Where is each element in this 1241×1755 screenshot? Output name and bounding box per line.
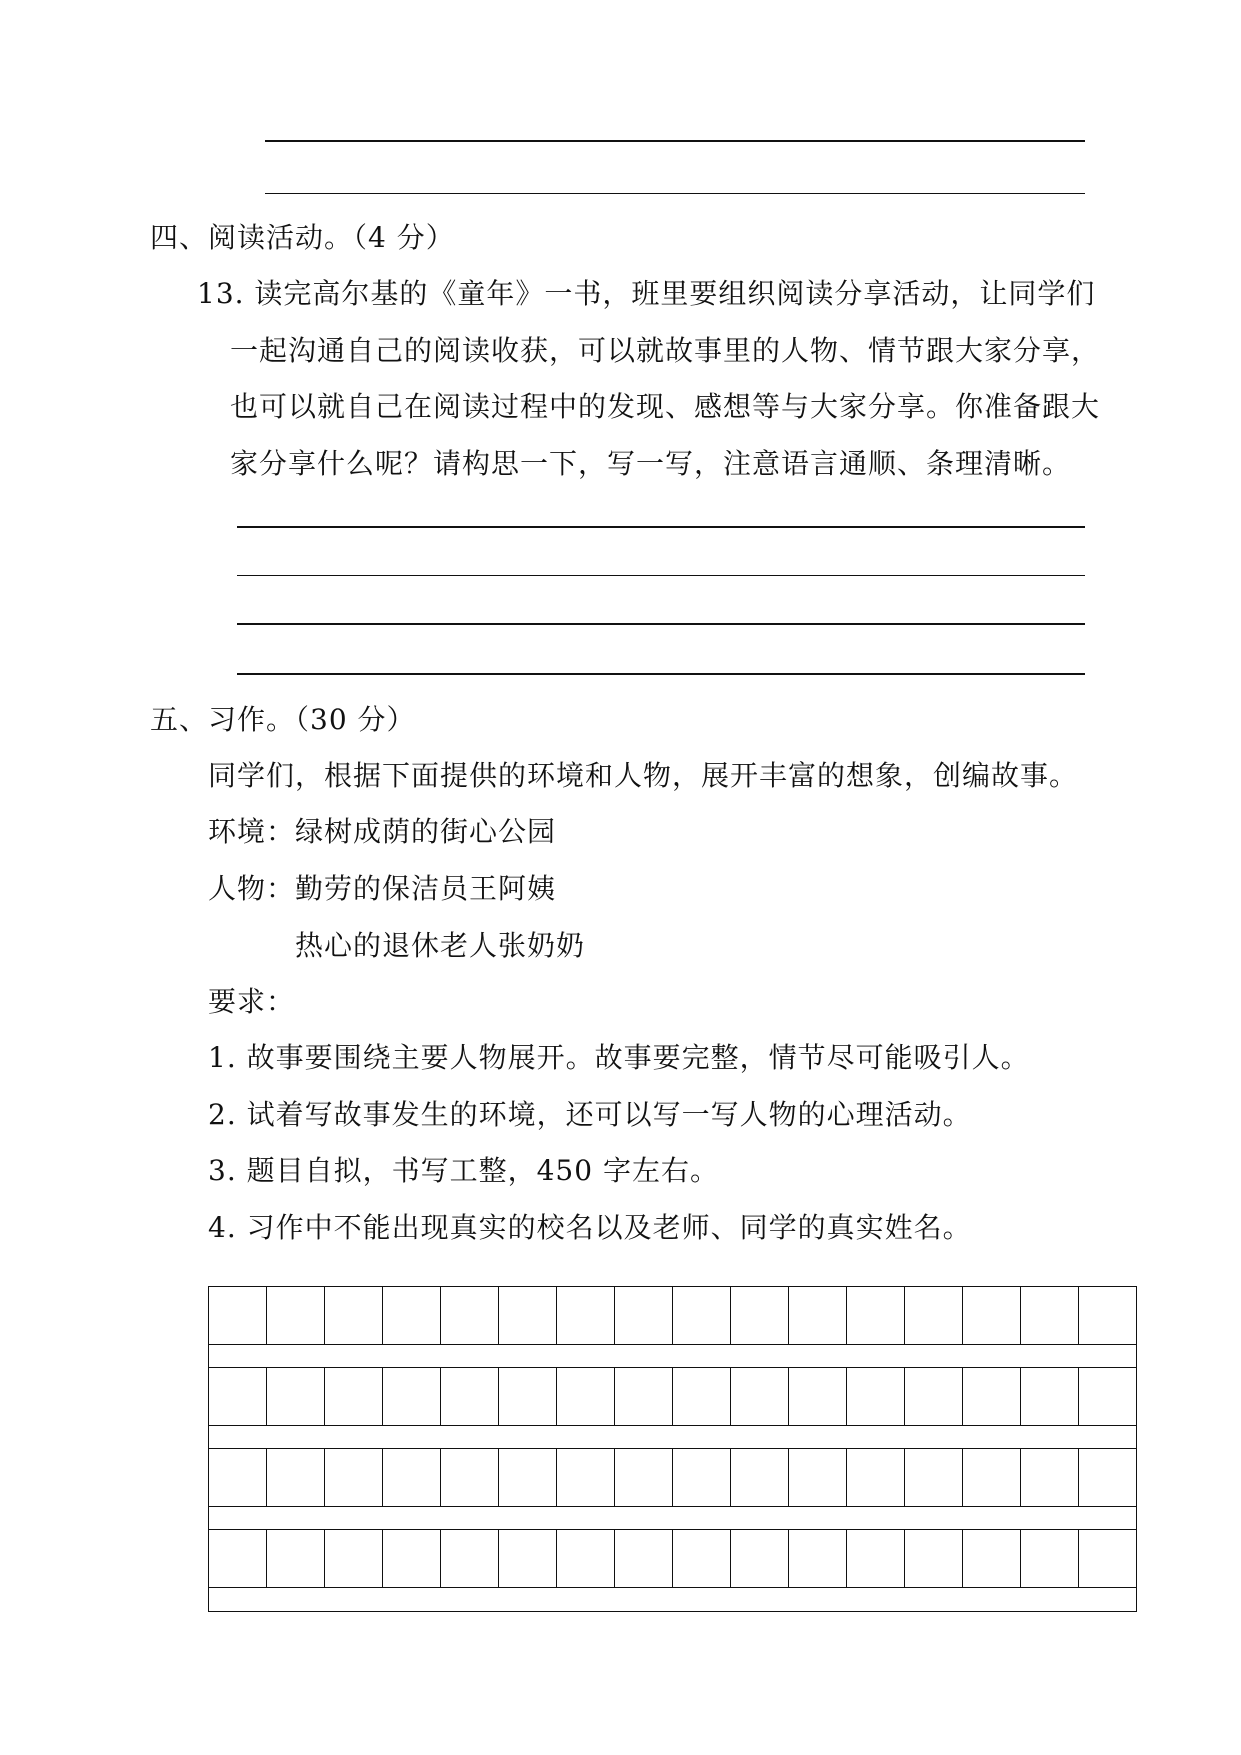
grid-cell[interactable] — [905, 1287, 963, 1344]
grid-cell[interactable] — [731, 1530, 789, 1587]
composition-intro: 同学们，根据下面提供的环境和人物，展开丰富的想象，创编故事。 — [208, 759, 1079, 792]
section-heading-reading-activity: 四、阅读活动。（4 分） — [150, 221, 455, 254]
grid-cell[interactable] — [615, 1449, 673, 1506]
grid-cell[interactable] — [1079, 1530, 1136, 1587]
answer-line[interactable] — [265, 140, 1085, 142]
grid-cell[interactable] — [847, 1368, 905, 1425]
grid-cell[interactable] — [1021, 1530, 1079, 1587]
question-text-line: 也可以就自己在阅读过程中的发现、感想等与大家分享。你准备跟大 — [230, 390, 1101, 423]
grid-cell[interactable] — [673, 1449, 731, 1506]
grid-spacer — [209, 1426, 1136, 1449]
grid-cell[interactable] — [441, 1287, 499, 1344]
grid-cell[interactable] — [615, 1530, 673, 1587]
grid-cell[interactable] — [1079, 1287, 1136, 1344]
composition-characters-second: 热心的退休老人张奶奶 — [295, 929, 586, 962]
grid-cell[interactable] — [731, 1287, 789, 1344]
grid-cell[interactable] — [557, 1368, 615, 1425]
grid-cell[interactable] — [499, 1368, 557, 1425]
grid-cell[interactable] — [499, 1287, 557, 1344]
grid-cell[interactable] — [441, 1530, 499, 1587]
grid-cell[interactable] — [673, 1530, 731, 1587]
grid-cell[interactable] — [267, 1287, 325, 1344]
grid-cell[interactable] — [615, 1287, 673, 1344]
grid-spacer — [209, 1345, 1136, 1368]
answer-line[interactable] — [265, 193, 1085, 194]
grid-cell[interactable] — [789, 1449, 847, 1506]
grid-cell[interactable] — [847, 1287, 905, 1344]
grid-cell[interactable] — [789, 1530, 847, 1587]
grid-cell[interactable] — [499, 1449, 557, 1506]
grid-cell[interactable] — [209, 1368, 267, 1425]
grid-cell[interactable] — [325, 1449, 383, 1506]
grid-cell[interactable] — [963, 1368, 1021, 1425]
grid-cell[interactable] — [963, 1449, 1021, 1506]
grid-cell[interactable] — [209, 1530, 267, 1587]
grid-cell[interactable] — [1079, 1368, 1136, 1425]
requirement-item: 3. 题目自拟，书写工整，450 字左右。 — [208, 1154, 719, 1187]
grid-cell[interactable] — [383, 1449, 441, 1506]
grid-cell[interactable] — [1021, 1368, 1079, 1425]
grid-cell[interactable] — [267, 1530, 325, 1587]
grid-spacer — [209, 1588, 1136, 1611]
grid-cell[interactable] — [1079, 1449, 1136, 1506]
grid-spacer — [209, 1507, 1136, 1530]
grid-row — [209, 1530, 1136, 1588]
grid-row — [209, 1287, 1136, 1345]
answer-line[interactable] — [237, 673, 1085, 675]
grid-cell[interactable] — [325, 1368, 383, 1425]
grid-cell[interactable] — [963, 1287, 1021, 1344]
grid-row — [209, 1449, 1136, 1507]
grid-cell[interactable] — [383, 1368, 441, 1425]
grid-cell[interactable] — [267, 1449, 325, 1506]
section-heading-composition: 五、习作。（30 分） — [150, 703, 416, 736]
grid-cell[interactable] — [847, 1449, 905, 1506]
requirements-label: 要求： — [208, 985, 296, 1018]
grid-cell[interactable] — [267, 1368, 325, 1425]
requirement-item: 4. 习作中不能出现真实的校名以及老师、同学的真实姓名。 — [208, 1211, 972, 1244]
grid-cell[interactable] — [557, 1287, 615, 1344]
grid-cell[interactable] — [441, 1449, 499, 1506]
question-text-line: 13. 读完高尔基的《童年》一书，班里要组织阅读分享活动，让同学们 — [197, 277, 1096, 310]
grid-cell[interactable] — [383, 1287, 441, 1344]
grid-row — [209, 1368, 1136, 1426]
grid-cell[interactable] — [441, 1368, 499, 1425]
grid-cell[interactable] — [557, 1530, 615, 1587]
answer-line[interactable] — [237, 526, 1085, 528]
answer-line[interactable] — [237, 623, 1085, 625]
grid-cell[interactable] — [1021, 1449, 1079, 1506]
composition-writing-grid[interactable] — [208, 1286, 1137, 1612]
composition-environment: 环境：绿树成荫的街心公园 — [208, 815, 557, 848]
grid-cell[interactable] — [905, 1530, 963, 1587]
grid-cell[interactable] — [209, 1287, 267, 1344]
requirement-item: 1. 故事要围绕主要人物展开。故事要完整，情节尽可能吸引人。 — [208, 1041, 1030, 1074]
answer-line[interactable] — [237, 575, 1085, 576]
grid-cell[interactable] — [383, 1530, 441, 1587]
grid-cell[interactable] — [1021, 1287, 1079, 1344]
grid-cell[interactable] — [731, 1449, 789, 1506]
grid-cell[interactable] — [673, 1368, 731, 1425]
grid-cell[interactable] — [615, 1368, 673, 1425]
composition-characters: 人物：勤劳的保洁员王阿姨 — [208, 872, 557, 905]
question-text-line: 一起沟通自己的阅读收获，可以就故事里的人物、情节跟大家分享， — [230, 334, 1101, 367]
grid-cell[interactable] — [789, 1287, 847, 1344]
grid-cell[interactable] — [905, 1449, 963, 1506]
grid-cell[interactable] — [325, 1287, 383, 1344]
grid-cell[interactable] — [731, 1368, 789, 1425]
question-text-line: 家分享什么呢？请构思一下，写一写，注意语言通顺、条理清晰。 — [230, 447, 1072, 480]
grid-cell[interactable] — [963, 1530, 1021, 1587]
grid-cell[interactable] — [209, 1449, 267, 1506]
grid-cell[interactable] — [325, 1530, 383, 1587]
grid-cell[interactable] — [557, 1449, 615, 1506]
grid-cell[interactable] — [905, 1368, 963, 1425]
grid-cell[interactable] — [847, 1530, 905, 1587]
grid-cell[interactable] — [789, 1368, 847, 1425]
requirement-item: 2. 试着写故事发生的环境，还可以写一写人物的心理活动。 — [208, 1098, 972, 1131]
grid-cell[interactable] — [499, 1530, 557, 1587]
grid-cell[interactable] — [673, 1287, 731, 1344]
